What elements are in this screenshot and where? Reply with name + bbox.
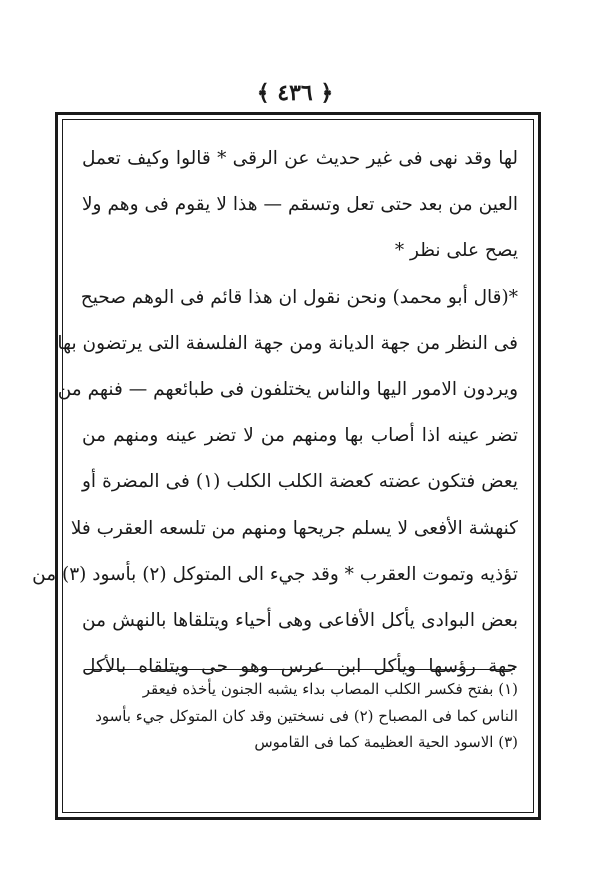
text-line: *(قال أبو محمد) ونحن نقول ان هذا قائم فى الوهم صحيح [80,286,518,308]
text-line: يعض فتكون عضته كعضة الكلب الكلب (١) فى المضرة أو [82,471,518,493]
text-line: لها وقد نهى فى غير حديث عن الرقى * قالوا وكيف تعمل [82,148,518,169]
text-line: تؤذيه وتموت العقرب * وقد جيء الى المتوكل (٢) بأسود (٣) من [32,563,518,585]
footnote-line: (١) بفتح فكسر الكلب المصاب بداء يشبه الجنون يأخذه فيعقر [142,680,518,698]
text-line: ويردون الامور اليها والناس يختلفون فى طبائعهم — فنهم من [57,378,518,400]
text-line: جهة رؤسها ويأكل ابن عرس وهو حى ويتلقاه بالأكل [82,656,518,678]
text-line: العين من بعد حتى تعل وتسقم — هذا لا يقوم فى وهم ولا [82,194,518,216]
footnote-divider [85,669,515,670]
text-line: كنهشة الأفعى لا يسلم جريحها ومنهم من تلسعه العقرب فلا [70,517,518,539]
footnotes [82,676,518,756]
footnote-line: الناس كما فى المصباح (٢) فى نسختين وقد كان المتوكل جيء بأسود [95,706,518,725]
footnote-line: (٣) الاسود الحية العظيمة كما فى القاموس [254,733,518,751]
page-number: ﴿ ٤٣٦ ﴾ [256,80,334,106]
main-text [32,136,518,690]
text-line: يصح على نظر * [394,240,518,262]
text-line: تضر عينه اذا أصاب بها ومنهم من لا تضر عينه ومنهم من [82,425,518,447]
text-line: فى النظر من جهة الديانة ومن جهة الفلسفة التى يرتضون بها [57,332,518,354]
text-line: بعض البوادى يأكل الأفاعى وهى أحياء ويتلقاها بالنهش من [82,609,518,631]
